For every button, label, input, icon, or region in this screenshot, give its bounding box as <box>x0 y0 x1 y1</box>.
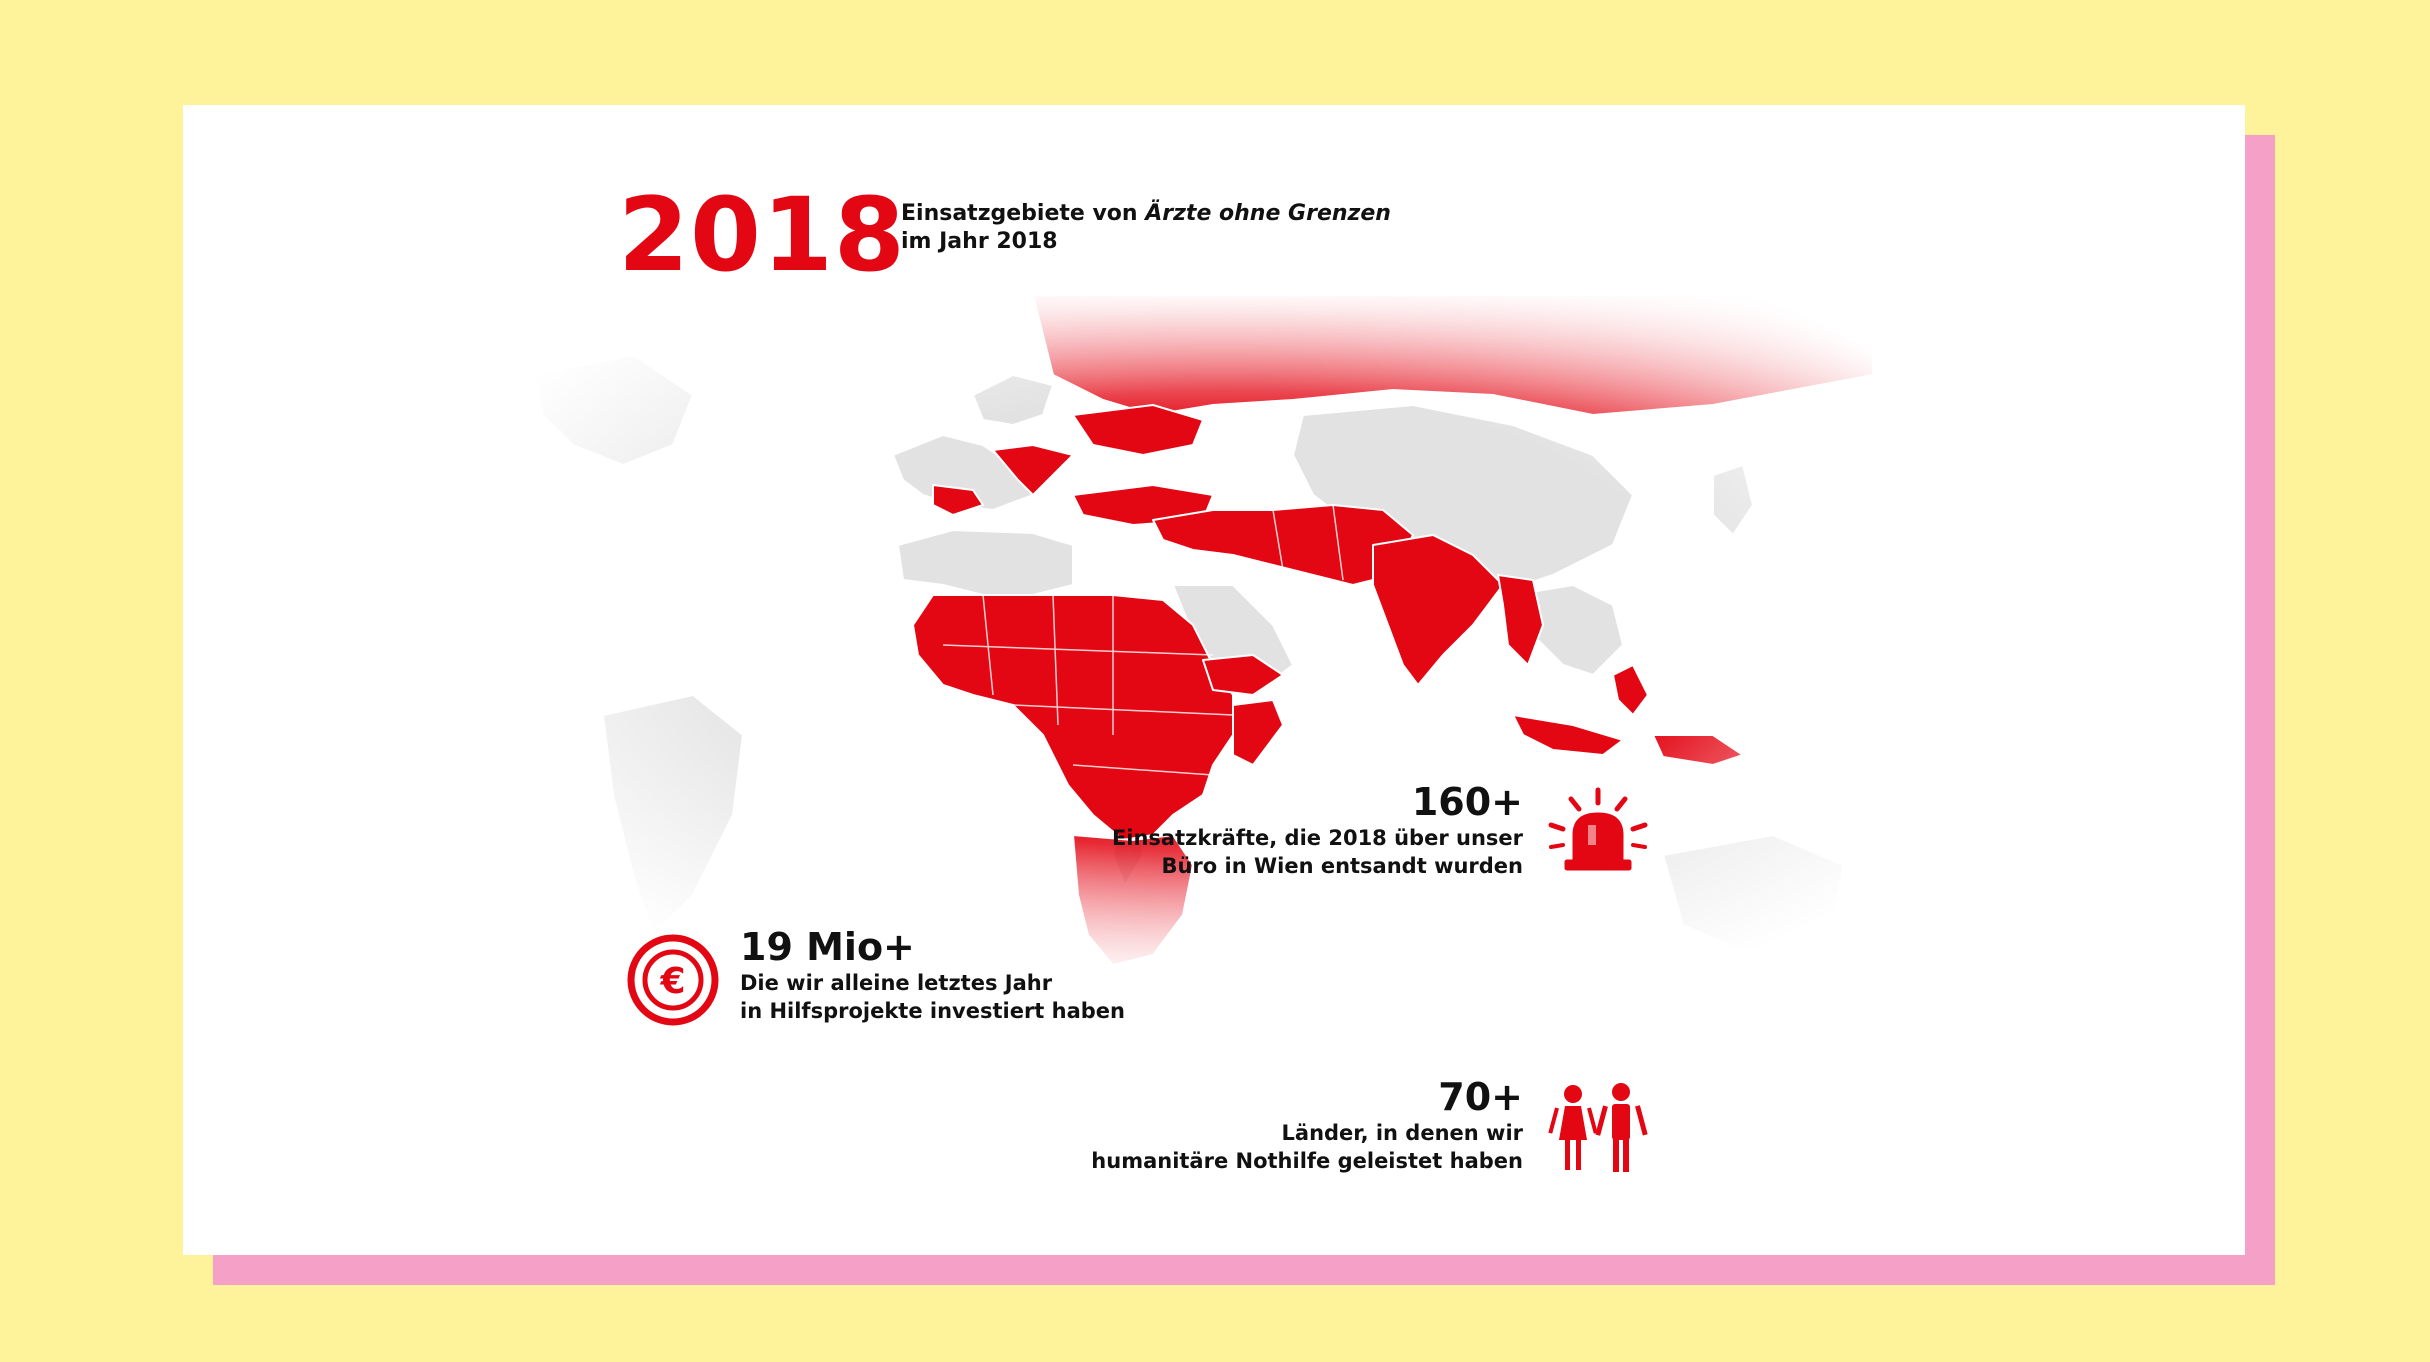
map-title-prefix: Einsatzgebiete von <box>901 201 1146 226</box>
stat-staff-line2: Büro in Wien entsandt wurden <box>1161 854 1523 878</box>
euro-coin-icon <box>623 930 723 1030</box>
stat-investment-line1: Die wir alleine letztes Jahr <box>740 971 1053 995</box>
stat-countries <box>1023 1075 1523 1175</box>
map-title-line2: im Jahr 2018 <box>901 229 1058 254</box>
people-icon <box>1543 1080 1653 1180</box>
stat-investment-value: 19 Mio+ <box>740 925 915 969</box>
stat-investment-line2: in Hilfsprojekte investiert haben <box>740 999 1125 1023</box>
infographic-card <box>183 105 2245 1255</box>
organization-name: Ärzte ohne Grenzen <box>1145 201 1391 226</box>
map-title <box>901 200 1391 256</box>
stat-countries-line2: humanitäre Nothilfe geleistet haben <box>1091 1149 1523 1173</box>
stat-countries-line1: Länder, in denen wir <box>1281 1121 1523 1145</box>
siren-icon <box>1543 785 1653 885</box>
stat-countries-value: 70+ <box>1438 1075 1523 1119</box>
map-region-russia <box>1033 295 1873 415</box>
stat-staff <box>1023 780 1523 880</box>
year-heading: 2018 <box>618 176 906 295</box>
stat-staff-line1: Einsatzkräfte, die 2018 über unser <box>1111 826 1523 850</box>
stat-staff-value: 160+ <box>1411 780 1523 824</box>
svg-text:€: € <box>660 961 686 1002</box>
stat-investment <box>740 925 1300 1025</box>
